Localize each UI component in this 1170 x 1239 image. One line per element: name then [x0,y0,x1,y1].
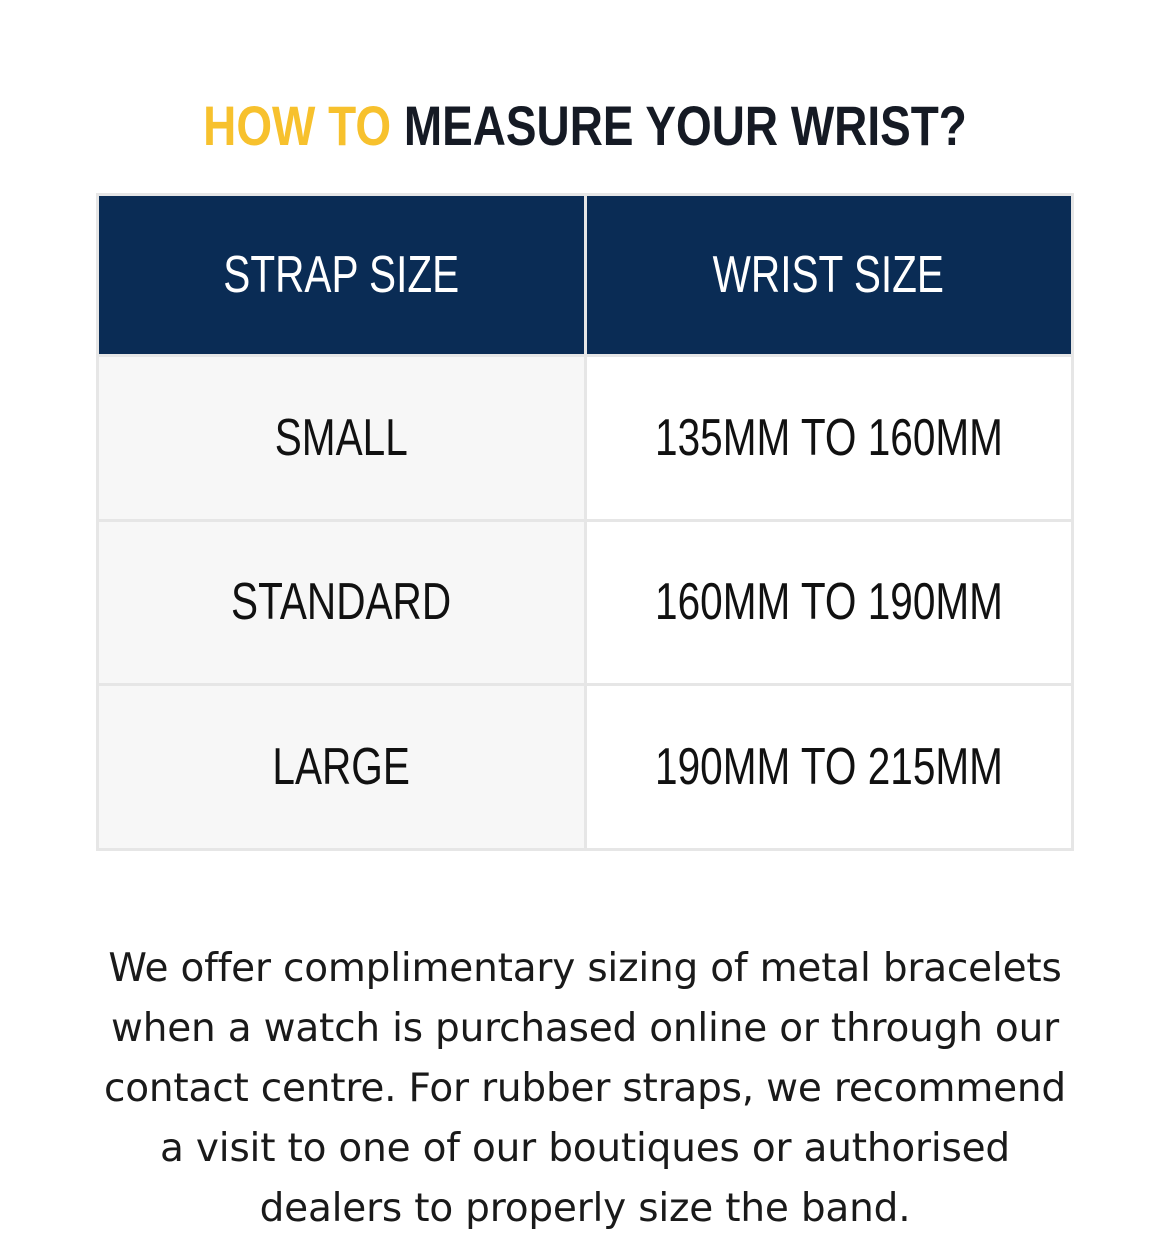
size-table-body [98,356,1073,850]
header-wrist-size [585,195,1073,356]
wrist-size-value: 160MM TO 190MM [654,573,1003,632]
cell-wrist-size [585,356,1073,521]
table-row [98,356,1073,521]
title-rest: MEASURE YOUR WRIST? [403,93,967,157]
cell-wrist-size [585,685,1073,850]
title-accent: HOW TO [203,93,392,157]
cell-strap-size [98,520,586,685]
header-wrist-size-label: WRIST SIZE [713,246,945,304]
header-strap-size [98,195,586,356]
cell-strap-size [98,356,586,521]
table-row [98,520,1073,685]
strap-size-value: STANDARD [231,573,452,632]
size-table [96,193,1074,851]
sizing-note: We offer complimentary sizing of metal bracelets when a watch is purchased online or through our contact centre. For rubber straps, we recommend a visit to one of our boutiques or authorised dealers to properly size the band. [103,946,1066,1231]
header-strap-size-label: STRAP SIZE [223,246,460,304]
size-table-header [98,195,1073,356]
strap-size-value: LARGE [272,738,410,797]
cell-strap-size [98,685,586,850]
wrist-size-value: 190MM TO 215MM [654,738,1003,797]
cell-wrist-size [585,520,1073,685]
wrist-size-value: 135MM TO 160MM [654,408,1003,467]
header-row [98,195,1073,356]
table-row [98,685,1073,850]
page-title [105,86,1064,166]
strap-size-value: SMALL [274,408,408,467]
